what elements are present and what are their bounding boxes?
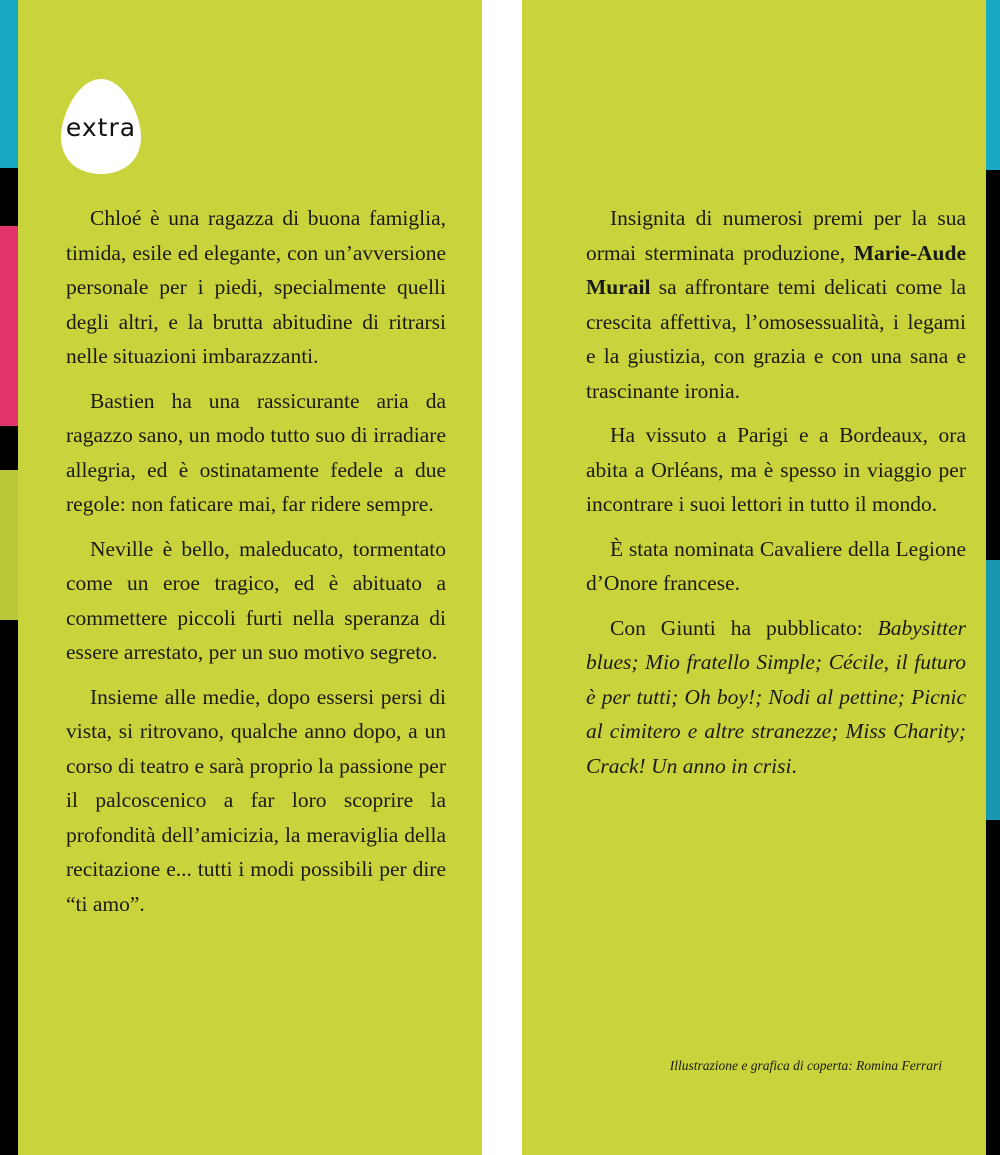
badge-label: extra bbox=[65, 113, 137, 142]
author-name: Marie-Aude Murail bbox=[586, 240, 966, 299]
left-edge-cyan bbox=[0, 0, 18, 168]
books-list: Babysitter blues; Mio fratello Simple; Cécile, il futuro è per tutti; Oh boy!; Nodi al pettine; Picnic al cimitero e altre stranezze; Miss Charity; Crack! Un anno in crisi bbox=[586, 615, 966, 778]
bio-intro: Insignita di numerosi premi per la sua ormai sterminata produzione, bbox=[586, 206, 966, 265]
right-flap bbox=[522, 0, 986, 1155]
author-bio bbox=[586, 201, 966, 783]
synopsis-paragraph-neville: Neville è bello, maleducato, tormentato come un eroe tragico, ed è abituato a commettere piccoli furti nella speranza di essere arrestato, per un suo motivo segreto. bbox=[66, 536, 446, 664]
gutter bbox=[482, 0, 522, 1155]
extra-badge bbox=[60, 77, 142, 176]
left-edge-pink bbox=[0, 226, 18, 426]
synopsis-text bbox=[66, 201, 446, 921]
right-edge-cyan-lower bbox=[986, 560, 1000, 820]
synopsis-paragraph-bastien: Bastien ha una rassicurante aria da ragazzo sano, un modo tutto suo di irradiare allegria, ed è ostinatamente fedele a due regole: non faticare mai, far ridere sempre. bbox=[66, 388, 446, 516]
bio-paragraph-residence: Ha vissuto a Parigi e a Bordeaux, ora abita a Orléans, ma è spesso in viaggio per incontrare i suoi lettori in tutto il mondo. bbox=[586, 423, 966, 516]
bio-rest: sa affrontare temi delicati come la crescita affettiva, l’omosessualità, i legami e la giustizia, con grazia e con una sana e trascinante ironia. bbox=[586, 275, 966, 403]
bio-paragraph-books bbox=[586, 611, 966, 784]
right-edge-cyan bbox=[986, 0, 1000, 170]
synopsis-paragraph-together: Insieme alle medie, dopo essersi persi di vista, si ritrovano, qualche anno dopo, a un corso di teatro e sarà proprio la passione per il palcoscenico a far loro scoprire la profondità dell’amicizia, la meraviglia della recitazione e... tutti i modi possibili per dire “ti amo”. bbox=[66, 684, 446, 916]
bio-paragraph-honor: È stata nominata Cavaliere della Legione d’Onore francese. bbox=[586, 536, 966, 595]
cover-credit: Illustrazione e grafica di coperta: Romina Ferrari bbox=[669, 1058, 942, 1073]
left-edge-green bbox=[0, 470, 18, 620]
left-flap bbox=[18, 0, 482, 1155]
bio-paragraph-awards bbox=[586, 201, 966, 408]
synopsis-paragraph-chloe: Chloé è una ragazza di buona famiglia, timida, esile ed elegante, con un’avversione personale per i piedi, specialmente quelli degli altri, e la brutta abitudine di ritrarsi nelle situazioni imbarazzanti. bbox=[66, 206, 446, 368]
books-intro: Con Giunti ha pubblicato: bbox=[610, 615, 863, 640]
books-end: . bbox=[791, 753, 797, 778]
